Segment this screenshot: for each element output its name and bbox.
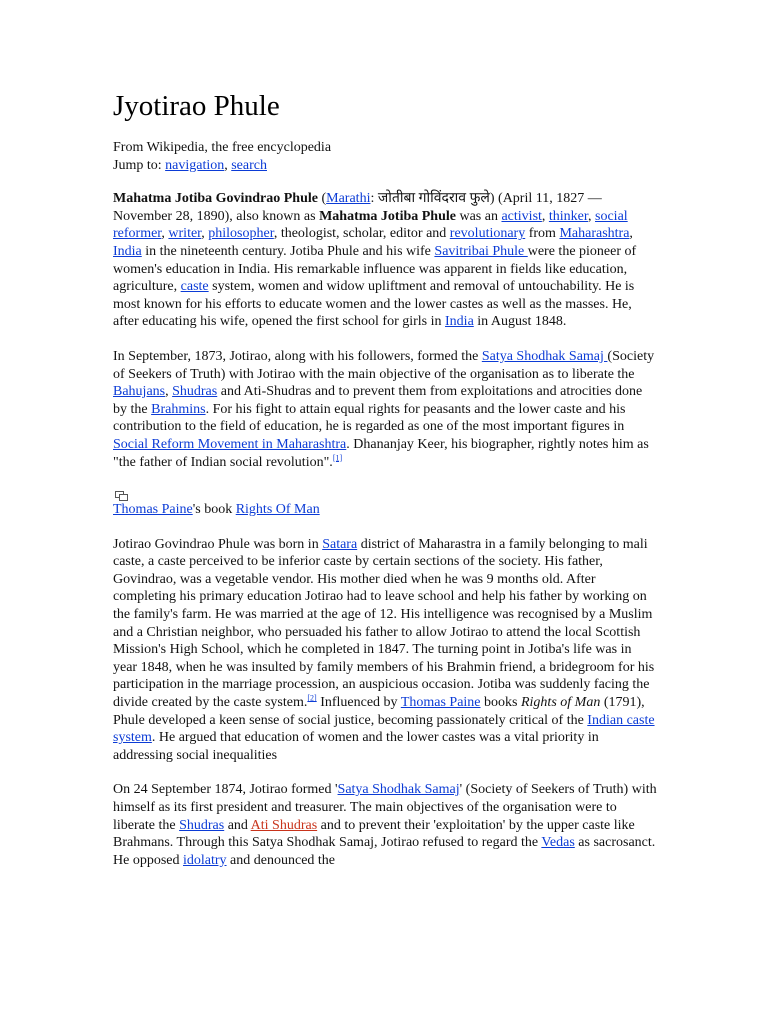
text: district of Maharastra in a family belonging to mali caste, a caste perceived to be inferior caste by certain sections of the society. His father, Govindrao, was a vegetable vendor. His mother died when he was 9 months old. After completing his primary education Jotirao had to leave school and help his father by working on the family's farm. He was married at the age of 12. His intelligence was recognised by a Muslim and a Christian neighbor, who persuaded his father to allow Jotirao to attend the local Scottish Mission's High School, which he completed in 1847. The turning point in Jotiba's life was in year 1848, when he was insulted by family members of his Brahmin friend, a bridegroom for his participation in the marriage procession, an auspicious occasion. Jotiba was suddenly facing the divide created by the caste system. [113,536,655,711]
reference-link-2[interactable]: [2] [307,693,317,703]
text: were the pioneer of women's education in India. His remarkable influence was apparent in fields like education, agriculture, [113,243,637,295]
text: In September, 1873, Jotirao, along with his followers, formed the [113,348,482,364]
text: , theologist, scholar, editor and [273,226,450,242]
navigation-link[interactable]: navigation [165,157,225,173]
link-satya-shodhak-samaj[interactable]: Satya Shodhak Samaj [337,782,460,798]
link-shudras[interactable]: Shudras [172,384,218,400]
article [113,88,658,886]
text: and [224,817,251,833]
text: On 24 September 1874, Jotirao formed ' [113,782,338,798]
early-life-paragraph [113,536,658,765]
link-satya-shodhak-samaj[interactable]: Satya Shodhak Samaj [481,348,608,364]
link-rights-of-man[interactable]: Rights Of Man [235,502,320,518]
tagline: From Wikipedia, the free encyclopedia [113,140,332,155]
link-thinker[interactable]: thinker [548,208,589,224]
link-india[interactable]: India [445,314,474,330]
samaj-paragraph [113,348,658,471]
link-india[interactable]: India [113,243,142,259]
text: . For his fight to attain equal rights for peasants and the lower caste and his contribution to the field of education, he is regarded as one of the most important figures in [113,401,626,435]
jump-separator: , [224,157,228,173]
text: . Dhananjay Keer, his biographer, rightly notes him as "the father of Indian social revolution". [113,436,649,470]
link-marathi[interactable]: Marathi [326,191,371,207]
italic-title: Rights of Man [520,695,601,711]
link-philosopher[interactable]: philosopher [208,226,274,242]
text: , [201,226,209,242]
intro-paragraph [113,190,658,331]
link-satara[interactable]: Satara [322,536,358,552]
text: (Society of Seekers of Truth) with Jotirao with the main objective of the organisation as to liberate the [113,348,655,382]
bold-alias: Mahatma Jotiba Phule [319,208,456,224]
link-savitribai-phule[interactable]: Savitribai Phule [434,243,528,259]
text: from [525,226,560,242]
text: (1791), Phule developed a keen sense of social justice, becoming passionately critical of the [113,695,645,728]
link-social-reform-movement[interactable]: Social Reform Movement in Maharashtra [113,436,347,452]
image-caption [113,501,658,519]
link-bahujans[interactable]: Bahujans [113,384,166,400]
text: : जोतीबा गोविंदराव फुले) (April 11, 1827 — November 28, 1890), also known as [113,191,602,224]
text: 's book [192,502,236,518]
article-meta [113,139,658,174]
text: ' (Society of Seekers of Truth) with himself as its first president and treasurer. The main objectives of the organisation were to liberate the [113,782,657,833]
bold-name: Mahatma Jotiba Govindrao Phule [113,191,318,207]
link-thomas-paine[interactable]: Thomas Paine [400,695,481,711]
text: and Ati-Shudras and to prevent them from exploitations and atrocities done by the [113,384,643,417]
text: system, women and widow upliftment and removal of untouchability. He is most known for his efforts to educate women and the lower castes as well as the masses. He, after educating his wife, opened the first school for girls in [113,279,635,330]
reference-link-1[interactable]: [1] [332,452,343,462]
text: . He argued that education of women and the lower castes was a vital priority in addressing social inequalities [113,730,599,763]
link-writer[interactable]: writer [168,226,202,242]
text: and denounced the [226,852,336,868]
link-social-reformer[interactable]: social reformer [113,208,628,242]
link-revolutionary[interactable]: revolutionary [449,226,526,242]
link-ati-shudras[interactable]: Ati Shudras [250,817,318,833]
text: as sacrosanct. He opposed [113,835,656,868]
page-title: Jyotirao Phule [113,90,280,122]
text: and to prevent their 'exploitation' by the upper caste like Brahmans. Through this Satya Shodhak Samaj, Jotirao refused to regard the [113,817,635,851]
text: , [629,226,633,242]
link-brahmins[interactable]: Brahmins [151,401,206,417]
link-idolatry[interactable]: idolatry [183,852,227,868]
text: ( [317,191,327,207]
text: books [480,695,521,711]
jump-prefix: Jump to: [113,157,162,173]
search-link[interactable]: search [231,157,267,173]
text: Influenced by [316,695,401,711]
founding-paragraph [113,781,658,869]
link-activist[interactable]: activist [501,208,542,224]
link-caste[interactable]: caste [180,279,209,295]
text: , [541,208,549,224]
text: in August 1848. [473,314,567,330]
text: , [165,384,173,400]
link-thomas-paine[interactable]: Thomas Paine [113,502,193,518]
text: Jotirao Govindrao Phule was born in [113,536,323,552]
text: was an [455,208,502,224]
text: , [161,226,169,242]
link-vedas[interactable]: Vedas [541,835,575,851]
link-indian-caste-system[interactable]: Indian caste system [113,712,655,746]
link-shudras[interactable]: Shudras [179,817,225,833]
link-maharashtra[interactable]: Maharashtra [559,226,630,242]
text: , [588,208,596,224]
jump-to [113,157,658,175]
enlarge-icon[interactable] [115,491,127,500]
image-caption-block [113,488,658,519]
text: in the nineteenth century. Jotiba Phule and his wife [141,243,435,259]
